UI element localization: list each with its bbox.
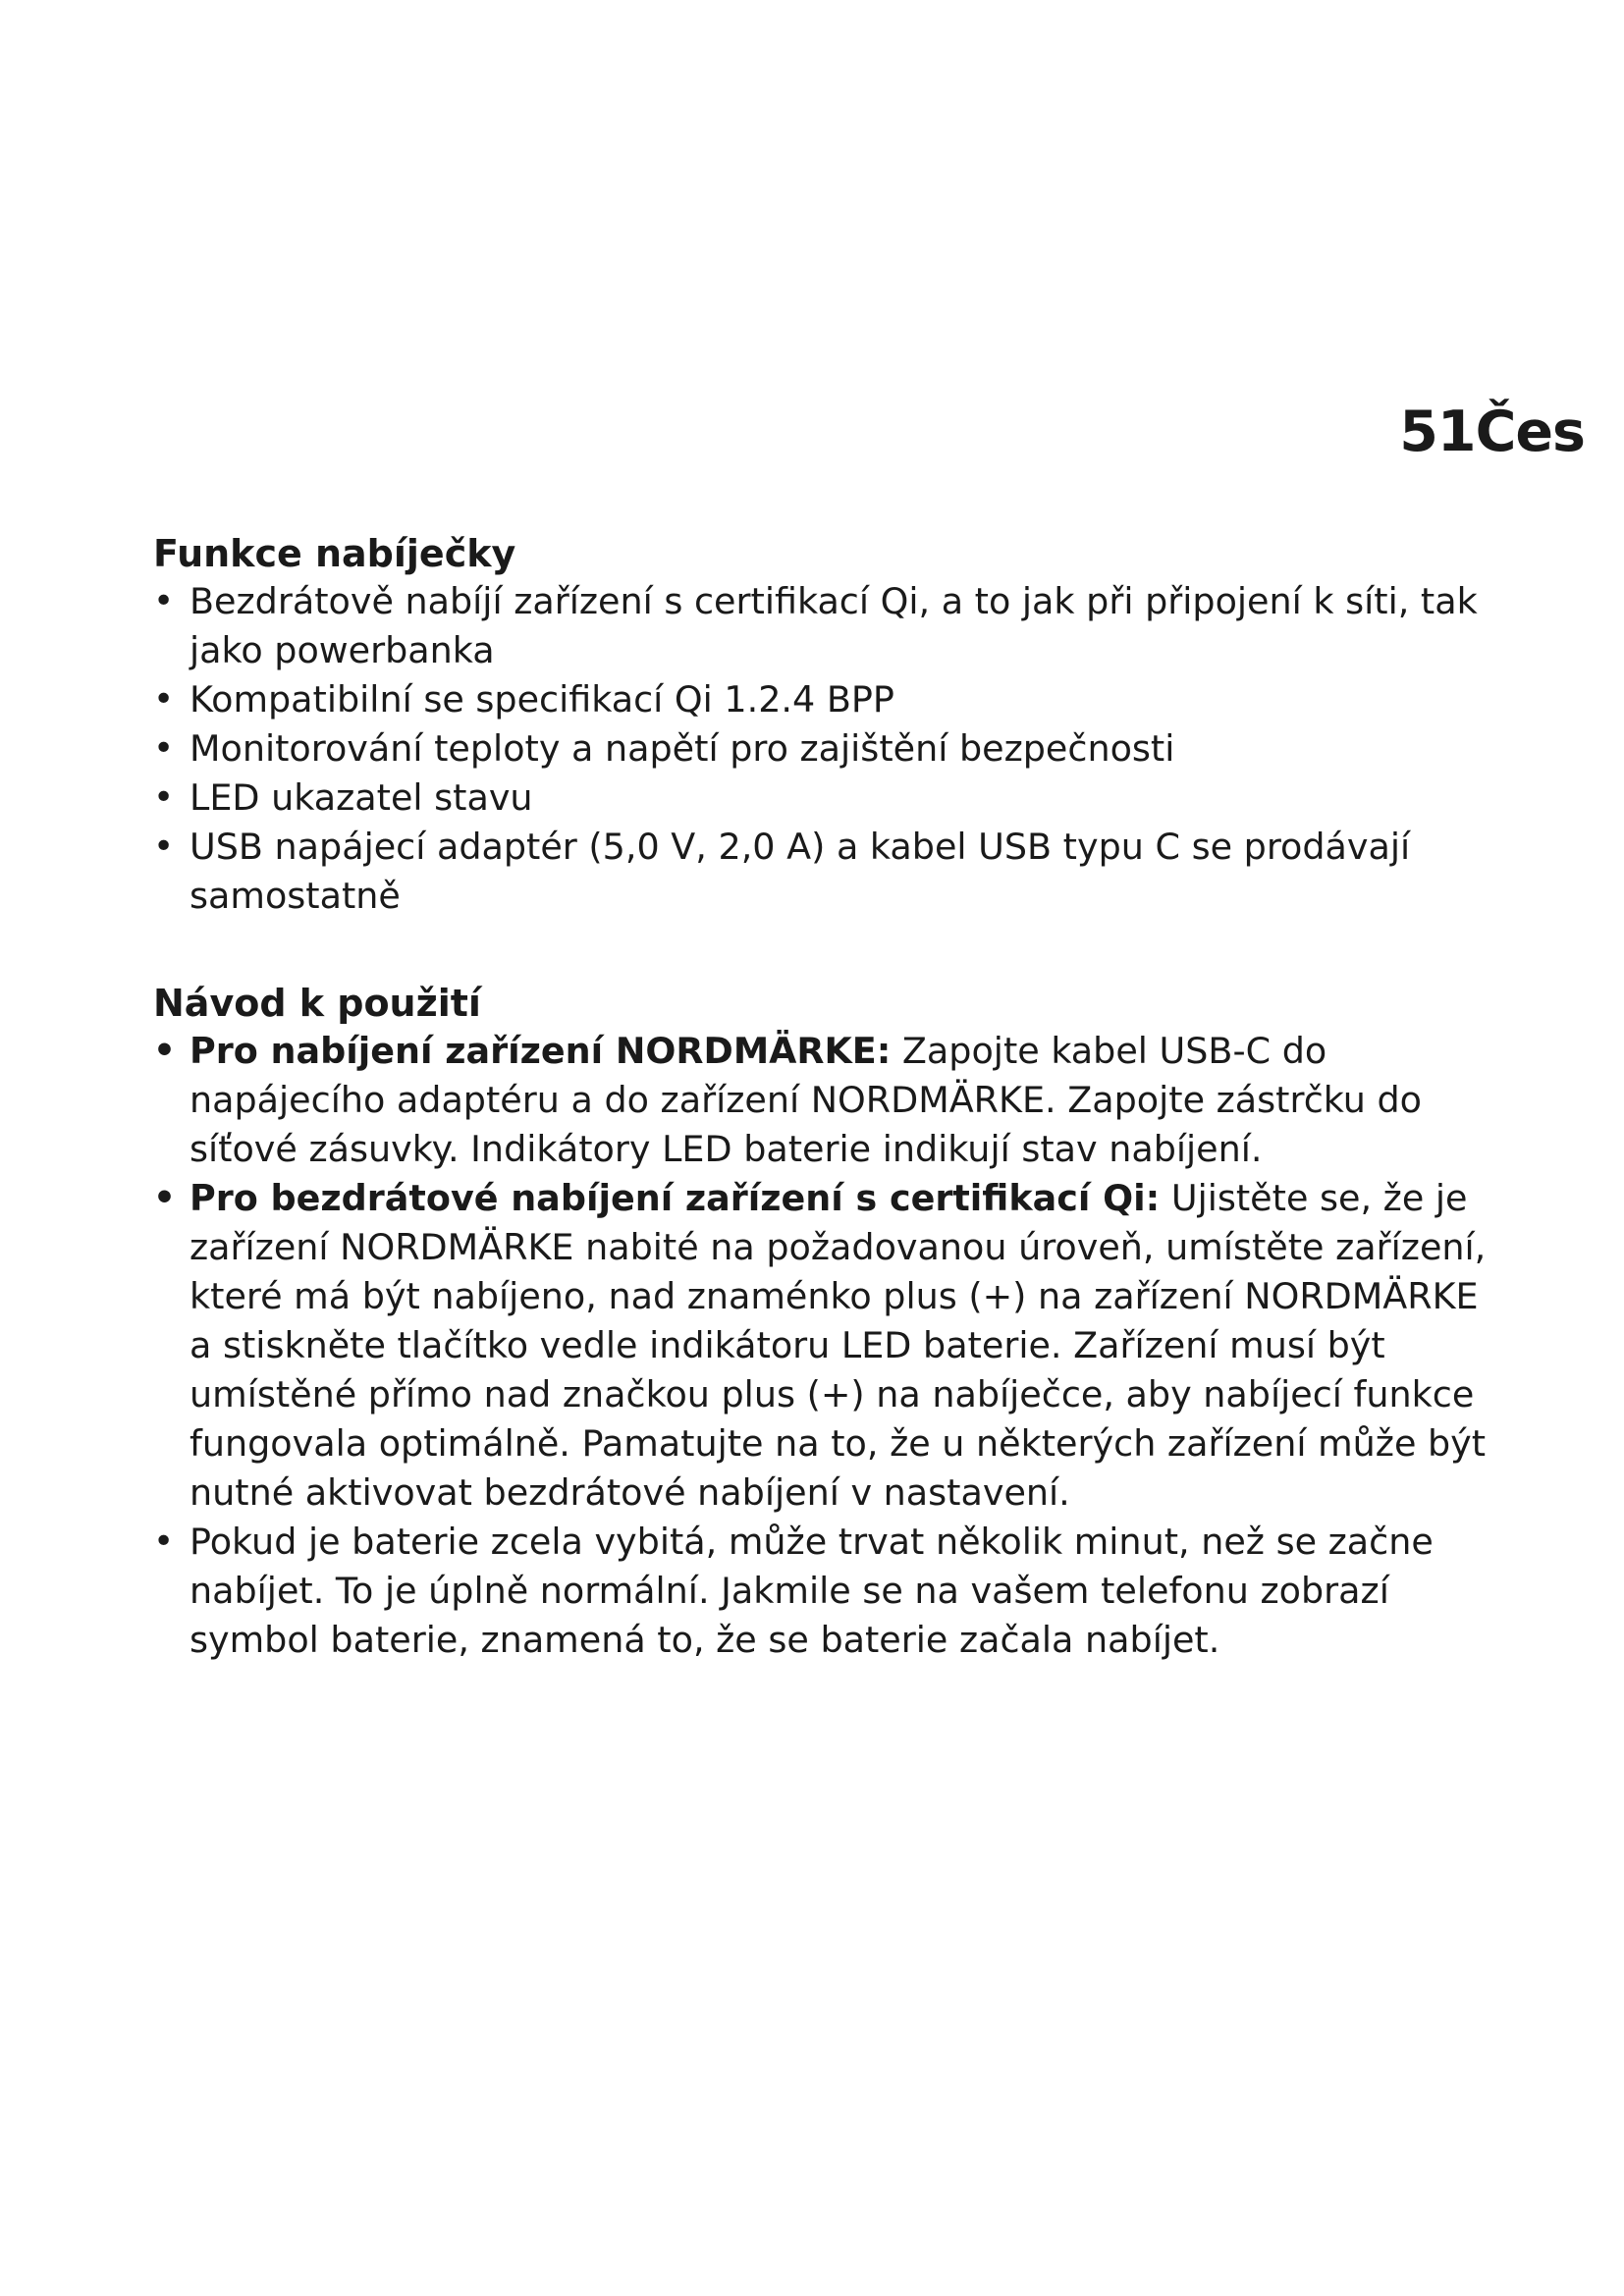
bullet-marker: • <box>153 728 175 769</box>
item-text: Bezdrátově nabíjí zařízení s certifikací Qi, a to jak při připojení k síti, tak jako powerbanka <box>189 580 1478 671</box>
bullet-marker: • <box>153 1031 177 1071</box>
item-text: Monitorování teploty a napětí pro zajištění bezpečnosti <box>189 727 1175 770</box>
item-text: Zapojte kabel USB-C do napájecího adaptéru a do zařízení NORDMÄRKE. Zapojte zástrčku do síťové zásuvky. Indikátory LED baterie indikují stav nabíjení. <box>189 1030 1423 1170</box>
list-item <box>153 724 1508 774</box>
section-charger-features <box>153 530 1508 921</box>
item-text: Pokud je baterie zcela vybitá, může trvat několik minut, než se začne nabíjet. To je úplně normální. Jakmile se na vašem telefonu zobrazí symbol baterie, znamená to, že se baterie začala nabíjet. <box>189 1521 1434 1661</box>
document-body <box>153 530 1508 1665</box>
list-item <box>153 1027 1508 1174</box>
bullet-marker: • <box>153 581 175 621</box>
item-lead: Pro bezdrátové nabíjení zařízení s certifikací Qi: <box>189 1177 1161 1219</box>
section-title: Návod k použití <box>153 982 481 1025</box>
section-title: Funkce nabíječky <box>153 532 516 575</box>
list-item <box>153 774 1508 823</box>
bullet-list <box>153 1027 1508 1665</box>
item-text: USB napájecí adaptér (5,0 V, 2,0 A) a kabel USB typu C se prodávají samostatně <box>189 826 1411 917</box>
bullet-marker: • <box>153 827 175 867</box>
bullet-marker: • <box>153 679 175 720</box>
list-item <box>153 1174 1508 1518</box>
item-text: Kompatibilní se specifikací Qi 1.2.4 BPP <box>189 678 894 721</box>
list-item <box>153 577 1508 675</box>
bullet-list <box>153 577 1508 921</box>
list-item <box>153 823 1508 921</box>
page-marker: 51Čes <box>1399 400 1585 464</box>
item-text: Ujistěte se, že je zařízení NORDMÄRKE nabité na požadovanou úroveň, umístěte zařízení, které má být nabíjeno, nad znaménko plus (+) na zařízení NORDMÄRKE a stiskněte tlačítko vedle indikátoru LED baterie. Zařízení musí být umístěné přímo nad značkou plus (+) na nabíječce, aby nabíjecí funkce fungovala optimálně. Pamatujte na to, že u některých zařízení může být nutné aktivovat bezdrátové nabíjení v nastavení. <box>189 1177 1487 1514</box>
bullet-marker: • <box>153 777 175 818</box>
bullet-marker: • <box>153 1178 177 1218</box>
section-instructions <box>153 980 1508 1665</box>
item-text: LED ukazatel stavu <box>189 776 533 819</box>
list-item <box>153 675 1508 724</box>
list-item <box>153 1518 1508 1665</box>
item-lead: Pro nabíjení zařízení NORDMÄRKE: <box>189 1030 892 1072</box>
bullet-marker: • <box>153 1522 175 1562</box>
